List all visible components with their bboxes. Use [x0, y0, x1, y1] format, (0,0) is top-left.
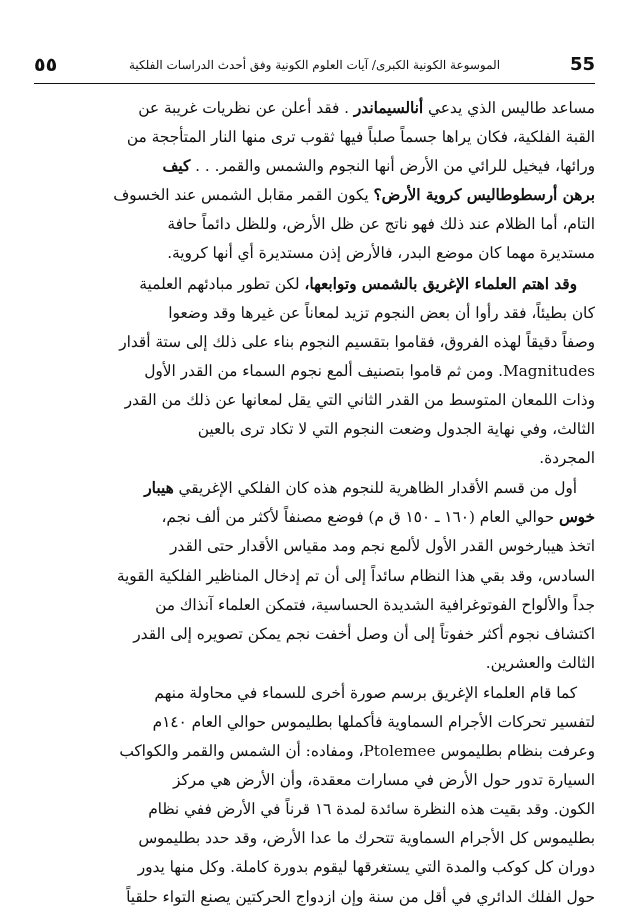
text-run: الثالث والعشرين. — [485, 653, 595, 672]
text-line — [34, 328, 595, 357]
text-line — [34, 649, 595, 678]
text-line — [34, 591, 595, 620]
running-header — [34, 46, 595, 84]
bold-phrase: برهن أرسطوطاليس كروية الأرض؟ — [373, 186, 595, 205]
text-run: كما قام العلماء الإغريق برسم صورة أخرى للسماء في محاولة منهم — [154, 683, 577, 702]
page-number-latin: 55 — [569, 54, 595, 75]
text-line — [34, 503, 595, 532]
paragraph — [34, 679, 595, 912]
text-run: السيارة تدور حول الأرض في مسارات معقدة، وأن الأرض هي مركز — [172, 771, 595, 790]
text-line — [34, 474, 595, 503]
text-line — [34, 152, 595, 181]
text-line — [34, 415, 595, 444]
text-line — [34, 239, 595, 268]
text-line — [34, 795, 595, 824]
text-line — [34, 181, 595, 210]
text-line — [34, 94, 595, 123]
text-run: وذات اللمعان المتوسط من القدر الثاني التي يقل لمعانها عن ذلك من القدر — [124, 390, 595, 409]
text-line — [34, 766, 595, 795]
text-run: أول من قسم الأقدار الظاهرية للنجوم هذه كان الفلكي الإغريقي — [173, 479, 577, 498]
running-title: الموسوعة الكونية الكبرى/ آيات العلوم الكونية وفق أحدث الدراسات الفلكية — [128, 57, 501, 72]
text-run: جداً والألواح الفوتوغرافية الشديدة الحساسية، فتمكن العلماء آنذاك من — [155, 595, 595, 614]
text-line — [34, 737, 595, 766]
text-line — [34, 123, 595, 152]
text-run: يكون القمر مقابل الشمس عند الخسوف — [113, 186, 374, 205]
text-line — [34, 357, 595, 386]
text-run: مستديرة مهما كان موضع البدر، فالأرض إذن مستديرة أي أنها كروية. — [167, 244, 595, 263]
text-run: كان بطيئاً، فقد رأوا أن بعض النجوم تزيد لمعاناً عن غيرها وقد وضعوا — [168, 303, 595, 322]
text-run: وعرفت بنظام بطليموس Ptolemee، ومفاده: أن الشمس والقمر والكواكب — [119, 742, 595, 761]
text-run: مساعد طاليس الذي يدعي — [423, 99, 595, 117]
text-run: المجردة. — [539, 449, 595, 468]
text-line — [34, 853, 595, 882]
text-run: دوران كل كوكب والمدة التي يستغرقها ليقوم بدورة كاملة. وكل منها يدور — [137, 858, 595, 877]
text-line — [34, 562, 595, 591]
text-line — [34, 210, 595, 239]
paragraph — [34, 474, 595, 678]
text-line — [34, 824, 595, 853]
paragraph — [34, 270, 595, 474]
text-run: لكن تطور مبادئهم العلمية — [139, 274, 305, 293]
text-line — [34, 386, 595, 415]
bold-phrase: أنالسيماندر — [353, 99, 424, 117]
text-line — [34, 708, 595, 737]
text-line — [34, 444, 595, 473]
text-line — [34, 620, 595, 649]
text-line — [34, 299, 595, 328]
text-run: السادس، وقد بقي هذا النظام سائداً إلى أن تم إدخال المناظير الفلكية القوية — [116, 566, 595, 585]
body-text — [34, 94, 595, 912]
page-number-arabic: ٥٥ — [34, 53, 58, 76]
text-run: . فقد أعلن عن نظريات غريبة عن — [138, 99, 354, 117]
bold-phrase: خوس — [558, 508, 595, 527]
text-run: التام، أما الظلام عند ذلك فهو ناتج عن ظل الأرض، وللظل دائماً حافة — [167, 215, 595, 234]
bold-phrase: وقد اهتم العلماء الإغريق بالشمس وتوابعها، — [304, 274, 577, 293]
text-run: وصفاً دقيقاً لهذه الفروق، فقاموا بتقسيم النجوم بناء على ذلك إلى ستة أقدار — [119, 332, 595, 351]
text-line — [34, 883, 595, 912]
text-run: بطليموس كل الأجرام السماوية تتحرك ما عدا الأرض، وقد حدد بطليموس — [138, 829, 595, 848]
text-run: حول الفلك الدائري في أقل من سنة وإن ازدواج الحركتين يصنع التواء حلقياً — [126, 887, 595, 906]
text-line — [34, 532, 595, 561]
text-line — [34, 679, 595, 708]
text-run: الكون. وقد بقيت هذه النظرة سائدة لمدة ١٦ قرناً في الأرض ففي نظام — [148, 800, 595, 819]
text-run: الثالث، وفي نهاية الجدول وضعت النجوم التي لا تكاد ترى بالعين — [197, 420, 595, 439]
text-run: القبة الفلكية، فكان يراها جسماً صلباً فيها ثقوب ترى منها النار المتأججة من — [126, 128, 595, 147]
text-run: اكتشاف نجوم أكثر خفوتاً إلى أن وصل أخفت نجم يمكن تصويره إلى القدر — [133, 624, 595, 643]
paragraph — [34, 94, 595, 269]
text-run: لتفسير تحركات الأجرام السماوية فأكملها بطليموس حوالي العام ١٤٠م — [152, 712, 595, 731]
bold-phrase: هيبار — [144, 479, 174, 498]
bold-phrase: كيف — [162, 157, 191, 176]
text-run: Magnitudes. ومن ثم قاموا بتصنيف ألمع نجوم السماء من القدر الأول — [144, 361, 595, 380]
text-run: اتخذ هيبارخوس القدر الأول لألمع نجم ومد مقياس الأقدار حتى القدر — [170, 537, 595, 556]
text-run: حوالي العام (١٦٠ ـ ١٥٠ ق م) فوضع مصنفاً لأكثر من ألف نجم، — [161, 508, 559, 527]
text-run: ورائها، فيخيل للرائي من الأرض أنها النجوم والشمس والقمر. . . — [190, 157, 595, 176]
text-line — [34, 270, 595, 299]
